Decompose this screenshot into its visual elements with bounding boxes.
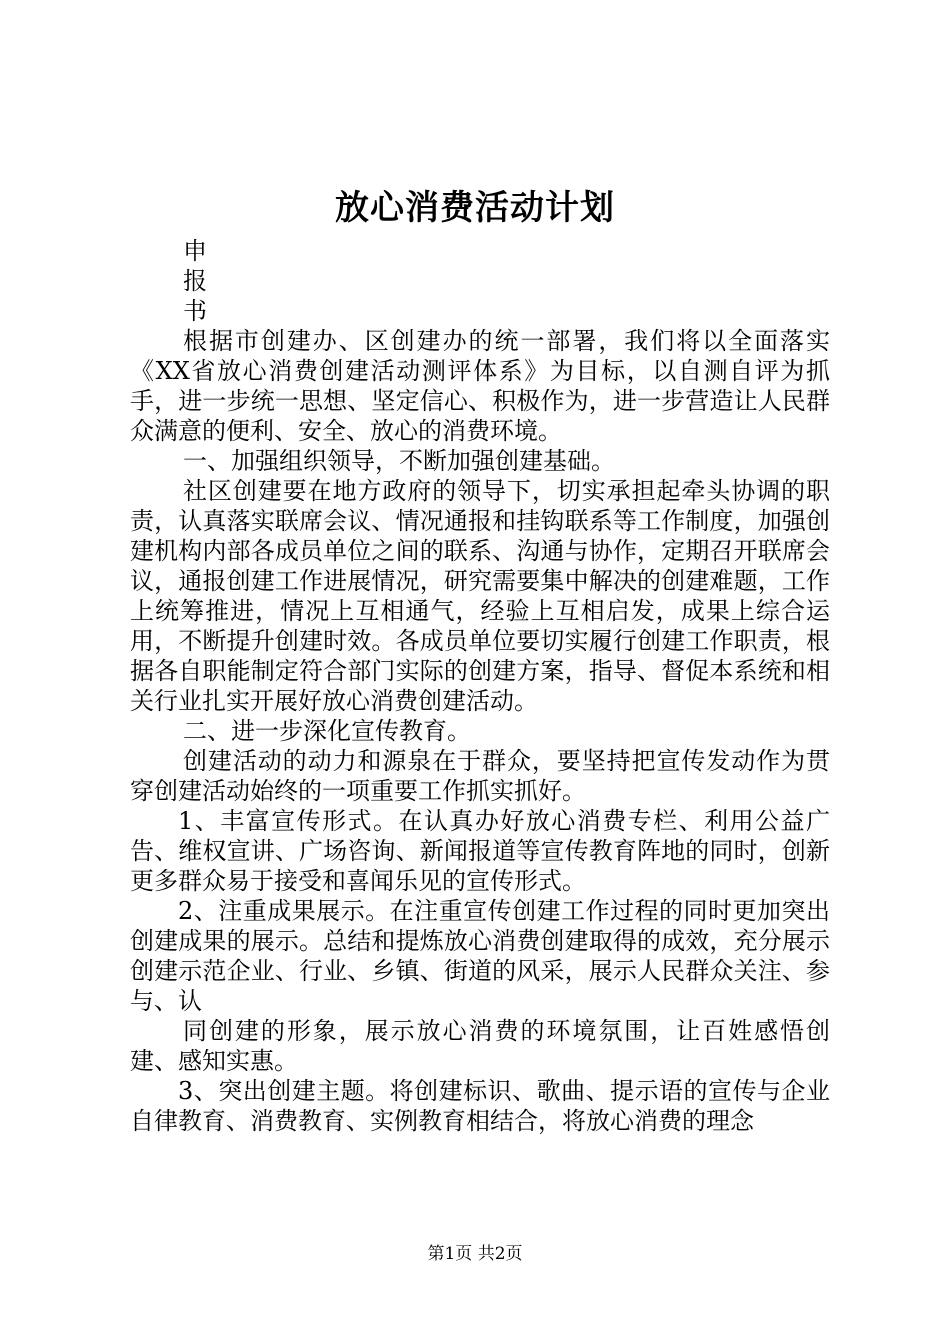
page-footer: 第1页 共2页	[427, 1244, 523, 1264]
list-item-2-continued: 同创建的形象，展示放心消费的环境氛围，让百姓感悟创建、感知实惠。	[130, 1017, 830, 1075]
paragraph-intro: 根据市创建办、区创建办的统一部署，我们将以全面落实《XX省放心消费创建活动测评体系》为目标，以自测自评为抓手，进一步统一思想、坚定信心、积极作为，进一步营造让人民群众满意的便利、安全、放心的消费环境。	[130, 327, 830, 445]
document-body	[130, 236, 830, 1136]
section-heading-2: 二、进一步深化宣传教育。	[183, 717, 471, 745]
section-heading-1: 一、加强组织领导，不断加强创建基础。	[183, 447, 615, 475]
list-item-1: 1、丰富宣传形式。在认真办好放心消费专栏、利用公益广告、维权宣讲、广场咨询、新闻报道等宣传教育阵地的同时，创新更多群众易于接受和喜闻乐见的宣传形式。	[130, 807, 830, 895]
document-title: 放心消费活动计划	[335, 188, 615, 228]
paragraph-section-1: 社区创建要在地方政府的领导下，切实承担起牵头协调的职责，认真落实联席会议、情况通报和挂钩联系等工作制度，加强创建机构内部各成员单位之间的联系、沟通与协作，定期召开联席会议，通报创建工作进展情况，研究需要集中解决的创建难题，工作上统筹推进，情况上互相通气，经验上互相启发，成果上综合运用，不断提升创建时效。各成员单位要切实履行创建工作职责，根据各自职能制定符合部门实际的创建方案，指导、督促本系统和相关行业扎实开展好放心消费创建活动。	[130, 477, 830, 715]
vertical-heading-char: 书	[183, 297, 207, 325]
vertical-heading-char: 申	[183, 237, 207, 265]
list-item-3: 3、突出创建主题。将创建标识、歌曲、提示语的宣传与企业自律教育、消费教育、实例教育相结合，将放心消费的理念	[130, 1077, 830, 1135]
vertical-heading-char: 报	[183, 267, 207, 295]
list-item-2: 2、注重成果展示。在注重宣传创建工作过程的同时更加突出创建成果的展示。总结和提炼放心消费创建取得的成效，充分展示创建示范企业、行业、乡镇、街道的风采，展示人民群众关注、参与、认	[130, 897, 830, 1015]
paragraph-section-2: 创建活动的动力和源泉在于群众，要坚持把宣传发动作为贯穿创建活动始终的一项重要工作抓实抓好。	[130, 747, 830, 805]
